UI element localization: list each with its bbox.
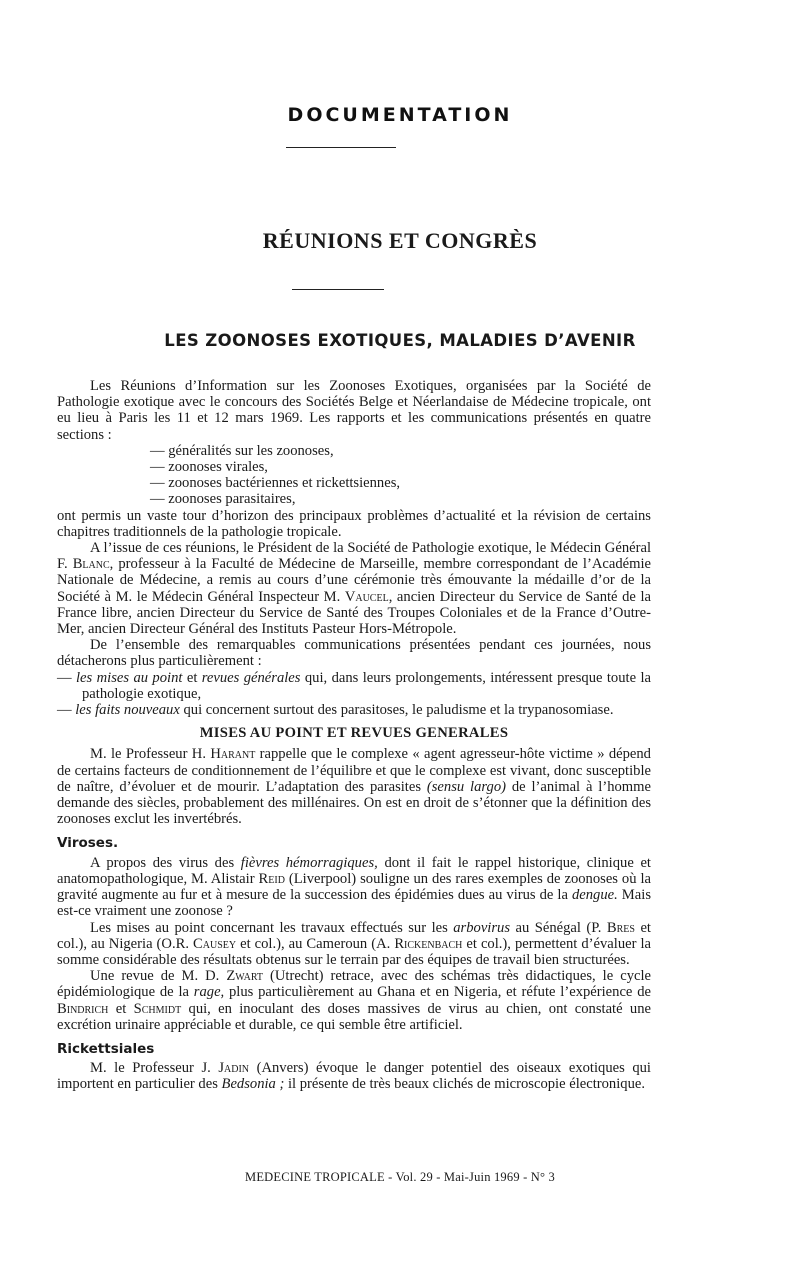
section-heading: MISES AU POINT ET REVUES GENERALES	[199, 725, 509, 742]
person-name: Harant	[210, 746, 256, 763]
viroses-paragraph-2: Les mises au point concernant les travaux effectués sur les arbovirus au Sénégal (P. Bres et col.), au Nigeria (O.R. Causey et col.), au Cameroun (A. Rickenbach et col.), permettent d’évaluer la somme considérable des résultats obtenus sur le terrain par des équipes de travail bien structurées.	[57, 919, 651, 968]
article-title: LES ZOONOSES EXOTIQUES, MALADIES D’AVENIR	[164, 331, 636, 350]
subsection-heading-rickettsiales: Rickettsiales	[57, 1040, 155, 1057]
list-item: — zoonoses virales,	[150, 459, 268, 476]
intro-continuation: ont permis un vaste tour d’horizon des principaux problèmes d’actualité et la révision de certains chapitres traditionnels de la pathologie tropicale.	[57, 507, 651, 540]
page-title: RÉUNIONS ET CONGRÈS	[262, 228, 538, 253]
section-header: DOCUMENTATION	[287, 104, 513, 126]
list-item: — zoonoses bactériennes et rickettsiennes,	[150, 475, 401, 492]
viroses-paragraph-3: Une revue de M. D. Zwart (Utrecht) retrace, avec des schémas très didactiques, le cycle épidémiologique de la rage, plus particulièrement au Ghana et en Nigeria, et réfute l’expérience de Bindrich et Schmidt qui, en inoculant des doses massives de virus au chien, ont constaté une excrétion urinaire appréciable et durable, ce qui semble être artificiel.	[57, 968, 651, 1033]
list-item: — généralités sur les zoonoses,	[150, 442, 334, 459]
harant-paragraph: M. le Professeur H. Harant rappelle que le complexe « agent agresseur-hôte victime » dépend de certains facteurs de conditionnement de l’équilibre et que le complexe est vivant, donc susceptible de naître, d’évoluer et de mourir. L’adaptation des parasites (sensu largo) de l’animal à l’homme demande des siècles, probablement des millénaires. On est en droit de s’étonner que la définition des zoonoses exclut les invertébrés.	[57, 746, 651, 828]
list-item: — les faits nouveaux qui concernent surtout des parasitoses, le paludisme et la trypanosomiase.	[57, 702, 614, 719]
person-name: Vaucel	[344, 588, 389, 605]
selection-paragraph: De l’ensemble des remarquables communications présentées pendant ces journées, nous détacherons plus particulièrement :	[57, 637, 651, 670]
article-body	[57, 378, 651, 1093]
intro-paragraph: Les Réunions d’Information sur les Zoonoses Exotiques, organisées par la Société de Pathologie exotique avec le concours des Sociétés Belge et Néerlandaise de Médecine tropicale, ont eu lieu à Paris les 11 et 12 mars 1969. Les rapports et les communications présentés en quatre sections :	[57, 378, 651, 443]
journal-footer: MEDECINE TROPICALE - Vol. 29 - Mai-Juin 1969 - N° 3	[245, 1170, 555, 1184]
rickettsiales-paragraph: M. le Professeur J. Jadin (Anvers) évoque le danger potentiel des oiseaux exotiques qui importent en particulier des Bedsonia ; il présente de très beaux clichés de microscopie électronique.	[57, 1060, 651, 1093]
person-name: Jadin	[218, 1060, 250, 1077]
viroses-paragraph-1: A propos des virus des fièvres hémorragiques, dont il fait le rappel historique, clinique et anatomopathologique, M. Alistair Reid (Liverpool) souligne un des rares exemples de zoonoses où la gravité augmente au fur et à mesure de la succession des épidémies dues au virus de la dengue. Mais est-ce vraiment une zoonose ?	[57, 854, 651, 920]
award-paragraph: A l’issue de ces réunions, le Président de la Société de Pathologie exotique, le Médecin Général F. Blanc, professeur à la Faculté de Médecine de Marseille, membre correspondant de l’Académie Nationale de Médecine, a remis au cours d’une cérémonie très émouvante la médaille d’or de la Société à M. le Médecin Général Inspecteur M. Vaucel, ancien Directeur du Service de Santé de la France libre, ancien Directeur du Service de Santé des Troupes Coloniales et de la France d’Outre-Mer, ancien Directeur Général des Instituts Pasteur Hors-Métropole.	[57, 540, 652, 638]
list-item: — les mises au point et revues générales qui, dans leurs prolongements, intéressent presque toute la pathologie exotique,	[57, 669, 651, 702]
subsection-heading-viroses: Viroses.	[57, 835, 119, 852]
header-rule	[286, 147, 396, 148]
list-item: — zoonoses parasitaires,	[150, 491, 296, 508]
title-rule	[292, 289, 384, 290]
highlights-list	[57, 670, 651, 719]
sections-list	[57, 443, 651, 508]
person-name: Reid	[258, 870, 285, 887]
person-name: Blanc	[72, 556, 110, 573]
